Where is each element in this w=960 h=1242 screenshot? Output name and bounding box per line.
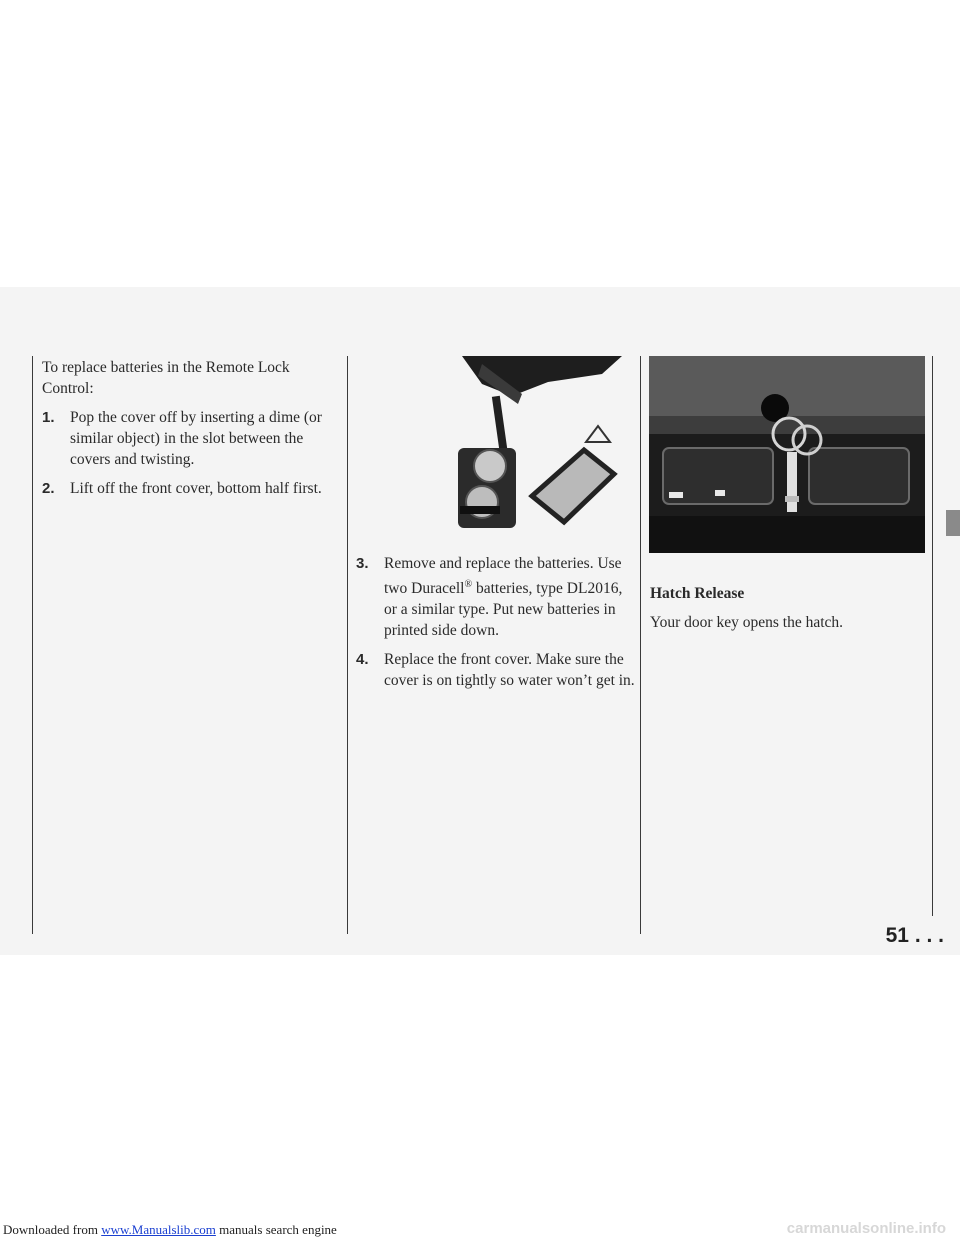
footer-suffix: manuals search engine <box>215 1222 337 1237</box>
step-number: 3. <box>356 555 369 572</box>
section-tab <box>946 510 960 536</box>
step-text: Pop the cover off by inserting a dime (or similar object) in the slot between the covers and twisting. <box>70 409 322 468</box>
step-2 <box>42 478 338 499</box>
footer-prefix: Downloaded from <box>3 1222 102 1237</box>
section-body: Your door key opens the hatch. <box>650 614 844 631</box>
step-3 <box>356 553 636 641</box>
column-2 <box>356 553 636 699</box>
column-3 <box>650 583 926 641</box>
column-rule-edge <box>932 356 933 916</box>
intro-text: To replace batteries in the Remote Lock Control: <box>42 359 290 397</box>
step-text: Replace the front cover. Make sure the cover is on tightly so water won’t get in. <box>384 651 635 690</box>
step-number: 1. <box>42 409 55 426</box>
manualslib-link[interactable]: www.Manualslib.com <box>101 1222 216 1237</box>
column-rule-left <box>32 356 33 934</box>
page-number: 51 . . . <box>885 924 944 947</box>
registered-mark: ® <box>464 579 473 590</box>
download-footer <box>3 1222 337 1238</box>
section-heading: Hatch Release <box>650 585 745 602</box>
step-4 <box>356 649 636 691</box>
watermark: carmanualsonline.info <box>786 1220 946 1237</box>
step-1 <box>42 407 338 470</box>
column-rule-mid <box>347 356 348 934</box>
column-1 <box>42 357 338 507</box>
step-number: 2. <box>42 480 55 497</box>
step-number: 4. <box>356 651 369 669</box>
step-text: Lift off the front cover, bottom half first. <box>70 480 322 497</box>
step-text-a: Remove and replace the batteries. Use two Duracell <box>384 555 622 598</box>
column-rule-right <box>640 356 641 934</box>
remote-battery-photo <box>452 356 624 528</box>
step-text-b: batteries, type DL2016, or a similar type. Put new batteries in printed side down. <box>384 580 623 640</box>
hatch-key-photo <box>649 356 925 553</box>
